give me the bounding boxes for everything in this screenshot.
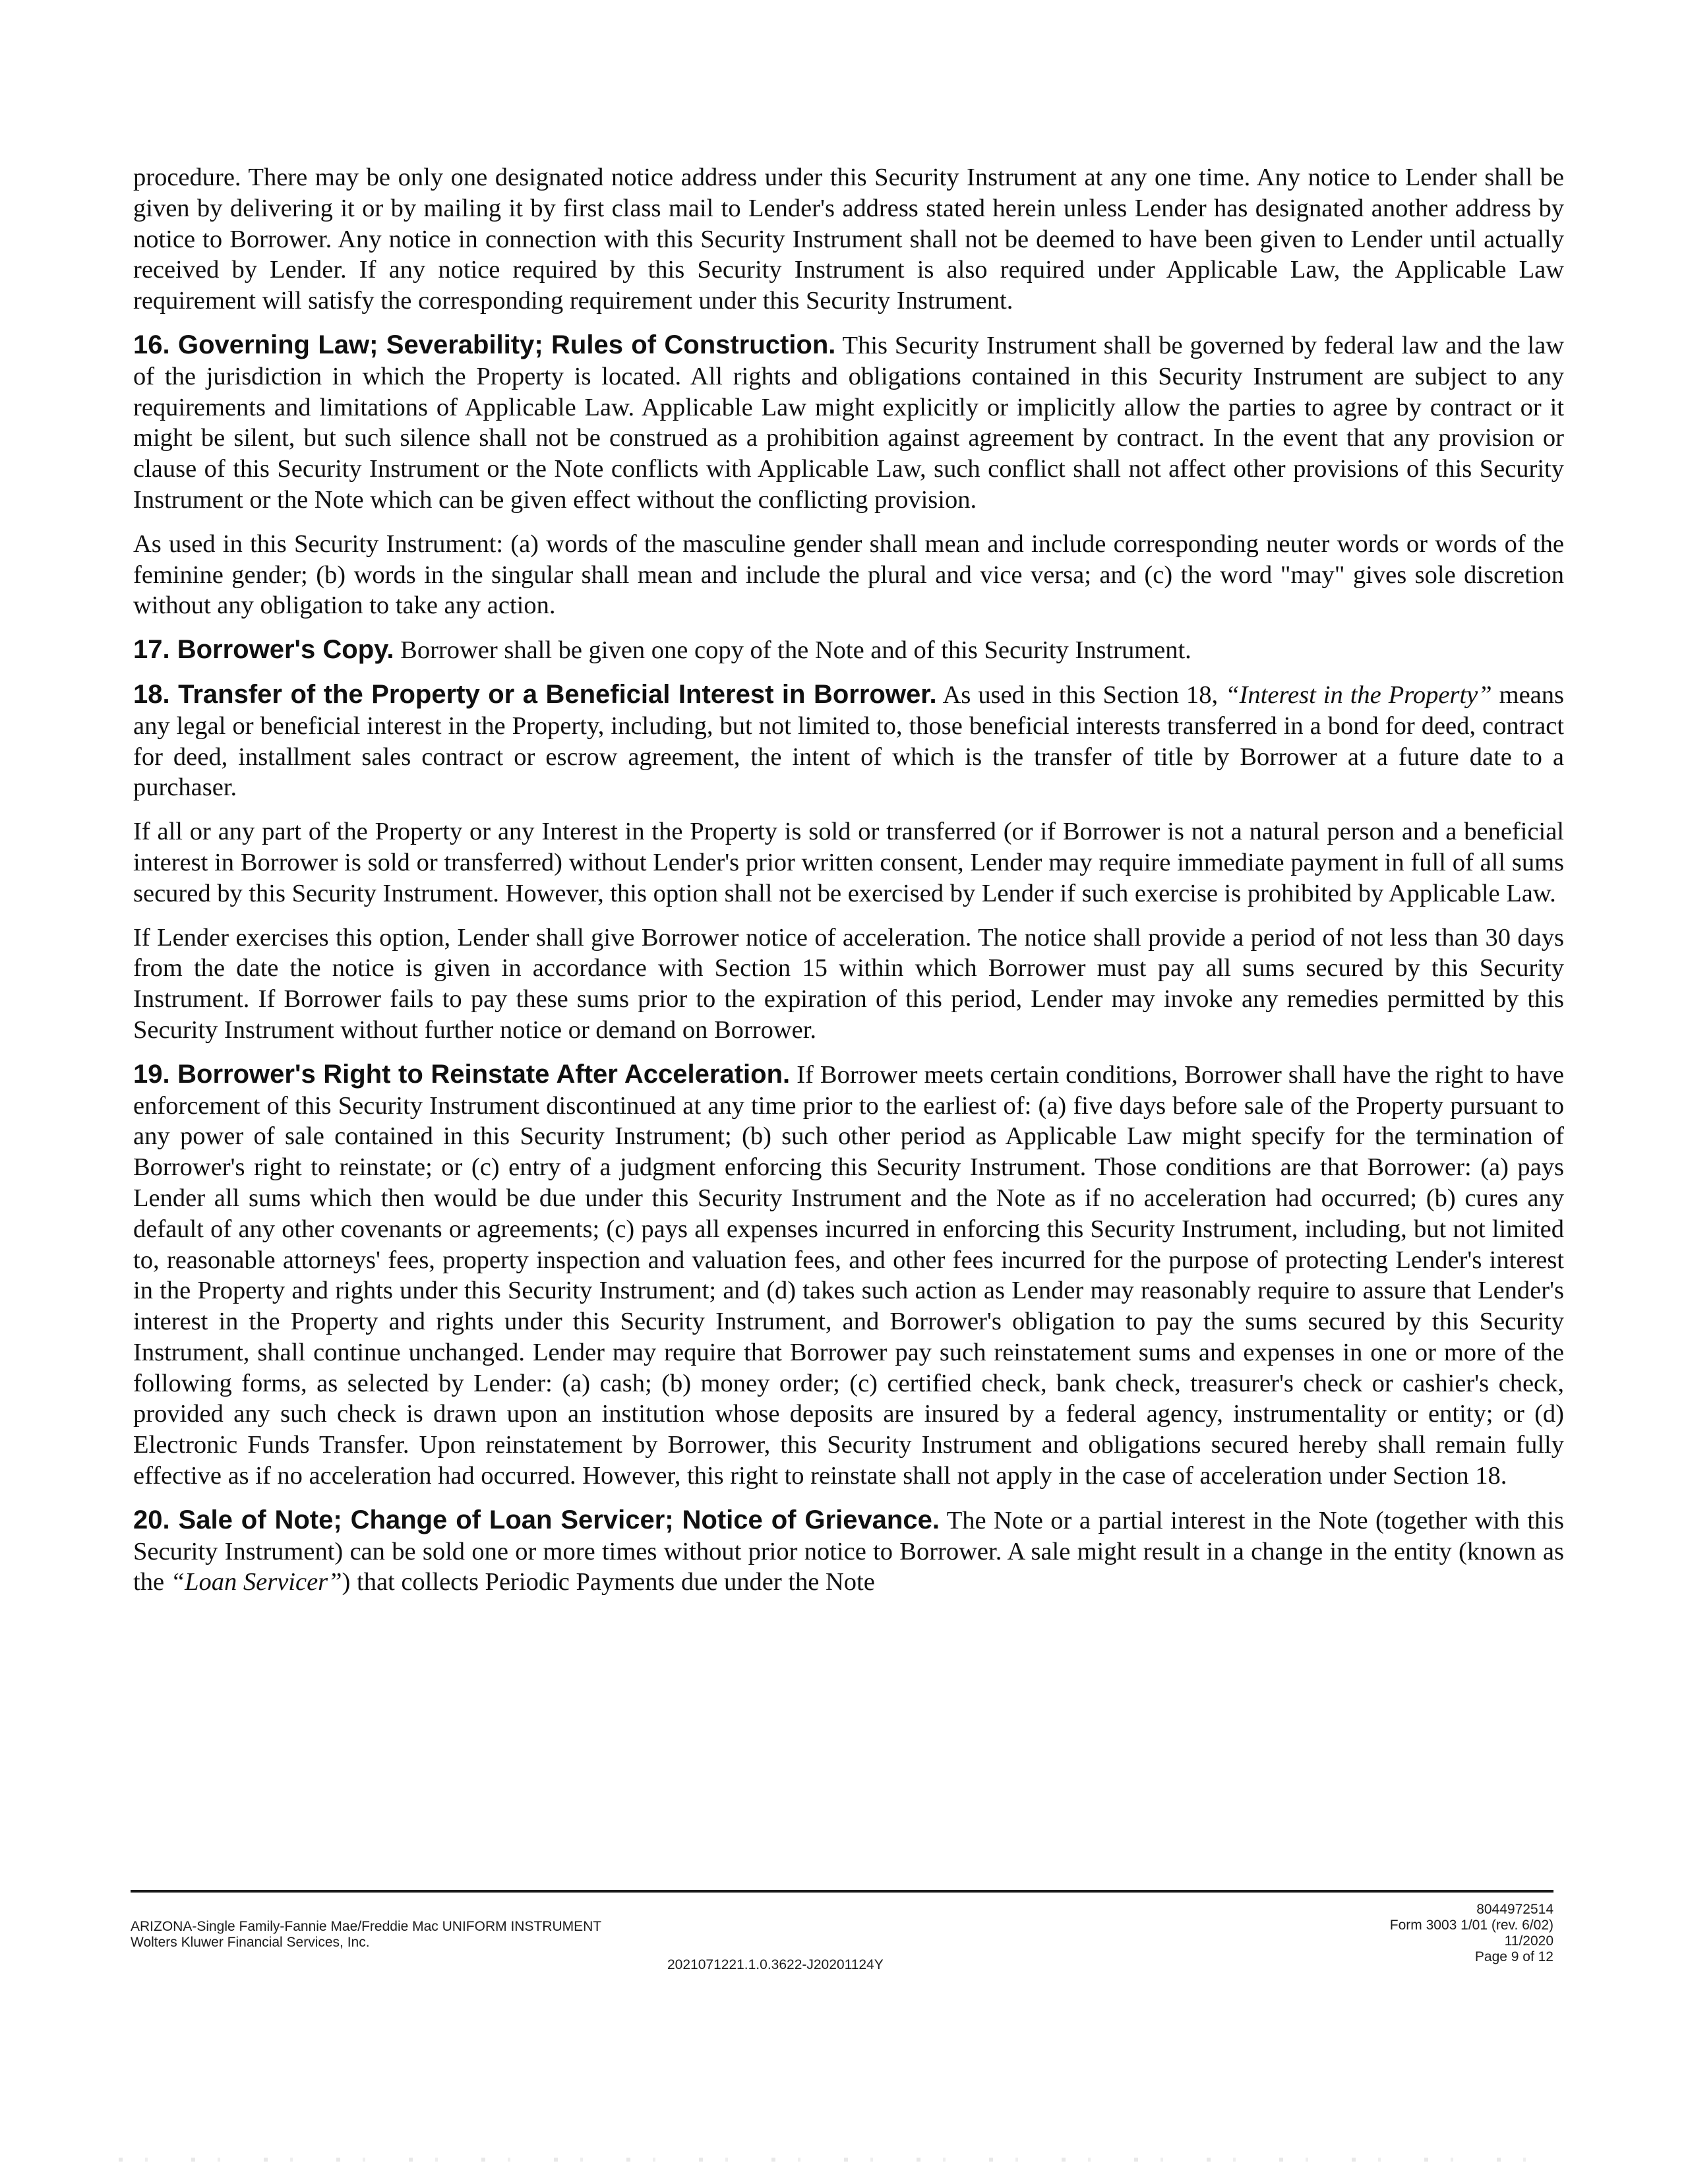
- page-number: Page 9 of 12: [1474, 1949, 1553, 1964]
- form-title: ARIZONA-Single Family-Fannie Mae/Freddie Mac UNIFORM INSTRUMENT: [131, 1919, 602, 1934]
- section-18-heading: 18. Transfer of the Property or a Beneficial Interest in Borrower.: [133, 679, 937, 709]
- form-date: 11/2020: [1504, 1933, 1553, 1949]
- document-code: 2021071221.1.0.3622-J20201124Y: [667, 1957, 884, 1972]
- paragraph-text: If Lender exercises this option, Lender shall give Borrower notice of acceleration. The notice shall provide a period of not less than 30 days from the date the notice is given in accordance with Section 15 within which Borrower must pay all sums secured by this Security Instrument. If Borrower fails to pay these sums prior to the expiration of this period, Lender may invoke any remedies permitted by this Security Instrument without further notice or demand on Borrower.: [133, 923, 1564, 1044]
- footer-left: [131, 1919, 601, 1951]
- section-17: [133, 634, 1564, 666]
- section-17-heading: 17. Borrower's Copy.: [133, 635, 394, 665]
- loan-number: 8044972514: [1476, 1902, 1553, 1917]
- section-19-heading: 19. Borrower's Right to Reinstate After Acceleration.: [133, 1059, 791, 1089]
- section-20-text-b: ) that collects Periodic Payments due under the Note: [342, 1568, 875, 1596]
- document-body: [133, 162, 1564, 1611]
- footer-divider: [131, 1890, 1553, 1893]
- publisher: Wolters Kluwer Financial Services, Inc.: [131, 1935, 370, 1950]
- section-20-text-a: The Note or a partial interest in the Note (together with this Security Instrument) can be sold one or more times without prior notice to Borrower. A sale might result in a change in the entity (known as the: [133, 1506, 1564, 1596]
- section-20-heading: 20. Sale of Note; Change of Loan Servicer; Notice of Grievance.: [133, 1505, 940, 1534]
- section-17-text: Borrower shall be given one copy of the Note and of this Security Instrument.: [400, 636, 1191, 665]
- section-18-text-b: means any legal or beneficial interest in the Property, including, but not limited to, those beneficial interests transferred in a bond for deed, contract for deed, installment sales contract or escrow agreement, the intent of which is the transfer of title by Borrower at a future date to a purchaser.: [133, 681, 1564, 802]
- section-16-paragraph-2: [133, 529, 1564, 621]
- section-18-text-a: As used in this Section 18,: [942, 681, 1219, 709]
- form-number: Form 3003 1/01 (rev. 6/02): [1389, 1918, 1553, 1933]
- section-18: [133, 679, 1564, 803]
- section-15-continuation: [133, 162, 1564, 317]
- paragraph-text: procedure. There may be only one designated notice address under this Security Instrument at any one time. Any notice to Lender shall be given by delivering it or by mailing it by first class mail to Lender's address stated herein unless Lender has designated another address by notice to Borrower. Any notice in connection with this Security Instrument shall not be deemed to have been given to Lender until actually received by Lender. If any notice required by this Security Instrument is also required under Applicable Law, the Applicable Law requirement will satisfy the corresponding requirement under this Security Instrument.: [133, 164, 1564, 315]
- section-18-paragraph-2: [133, 816, 1564, 909]
- paragraph-text: If all or any part of the Property or any Interest in the Property is sold or transferred (or if Borrower is not a natural person and a beneficial interest in Borrower is sold or transferred) without Lender's prior written consent, Lender may require immediate payment in full of all sums secured by this Security Instrument. However, this option shall not be exercised by Lender if such exercise is prohibited by Applicable Law.: [133, 818, 1564, 907]
- section-19: [133, 1059, 1564, 1492]
- section-20-defined-term: “Loan Servicer”: [170, 1568, 342, 1596]
- scan-artifact: [119, 2158, 1569, 2162]
- footer-right: [1390, 1902, 1553, 1965]
- section-16-text: This Security Instrument shall be governed by federal law and the law of the jurisdiction in which the Property is located. All rights and obligations contained in this Security Instrument are subject to any requirements and limitations of Applicable Law. Applicable Law might explicitly or implicitly allow the parties to agree by contract or it might be silent, but such silence shall not be construed as a prohibition against agreement by contract. In the event that any provision or clause of this Security Instrument or the Note conflicts with Applicable Law, such conflict shall not affect other provisions of this Security Instrument or the Note which can be given effect without the conflicting provision.: [133, 331, 1564, 514]
- section-20: [133, 1505, 1564, 1598]
- section-19-text: If Borrower meets certain conditions, Borrower shall have the right to have enforcement of this Security Instrument discontinued at any time prior to the earliest of: (a) five days before sale of the Property pursuant to any power of sale contained in this Security Instrument; (b) such other period as Applicable Law might specify for the termination of Borrower's right to reinstate; or (c) entry of a judgment enforcing this Security Instrument. Those conditions are that Borrower: (a) pays Lender all sums which then would be due under this Security Instrument and the Note as if no acceleration had occurred; (b) cures any default of any other covenants or agreements; (c) pays all expenses incurred in enforcing this Security Instrument, including, but not limited to, reasonable attorneys' fees, property inspection and valuation fees, and other fees incurred for the purpose of protecting Lender's interest in the Property and rights under this Security Instrument; and (d) takes such action as Lender may reasonably require to assure that Lender's interest in the Property and rights under this Security Instrument, and Borrower's obligation to pay the sums secured by this Security Instrument, shall continue unchanged. Lender may require that Borrower pay such reinstatement sums and expenses in one or more of the following forms, as selected by Lender: (a) cash; (b) money order; (c) certified check, bank check, treasurer's check or cashier's check, provided any such check is drawn upon an institution whose deposits are insured by a federal agency, instrumentality or entity; or (d) Electronic Funds Transfer. Upon reinstatement by Borrower, this Security Instrument and obligations secured hereby shall remain fully effective as if no acceleration had occurred. However, this right to reinstate shall not apply in the case of acceleration under Section 18.: [133, 1060, 1564, 1490]
- footer-center: [667, 1957, 884, 1973]
- section-18-paragraph-3: [133, 923, 1564, 1046]
- section-16: [133, 330, 1564, 516]
- section-16-heading: 16. Governing Law; Severability; Rules of Construction.: [133, 330, 836, 359]
- section-18-defined-term: “Interest in the Property”: [1225, 681, 1492, 709]
- paragraph-text: As used in this Security Instrument: (a) words of the masculine gender shall mean and include corresponding neuter words or words of the feminine gender; (b) words in the singular shall mean and include the plural and vice versa; and (c) the word "may" gives sole discretion without any obligation to take any action.: [133, 530, 1564, 620]
